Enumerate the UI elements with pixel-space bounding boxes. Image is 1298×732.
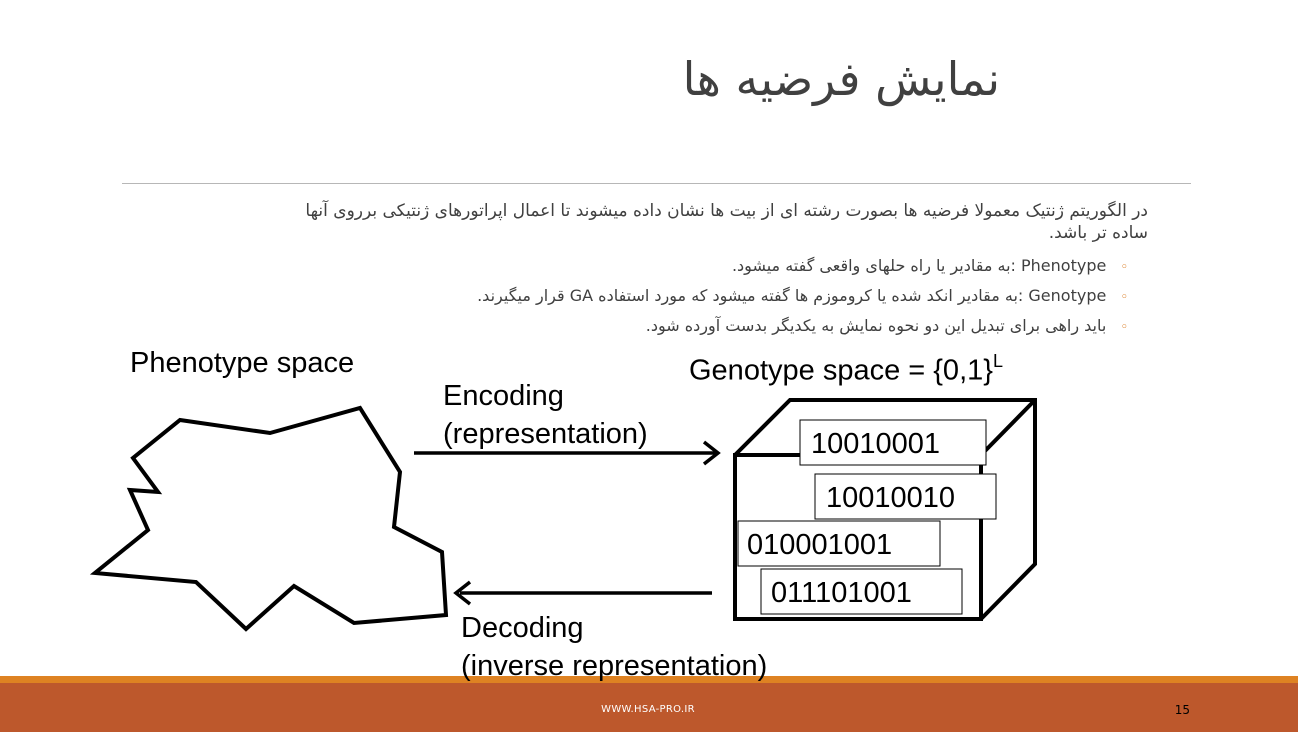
bullet-text: باید راهی برای تبدیل این دو نحوه نمایش به یکدیگر بدست آورده شود.: [645, 316, 1107, 335]
bullet-text: :به مقادیر یا راه حلهای واقعی گفته میشود.: [731, 256, 1016, 275]
genotype-space-exponent: L: [992, 351, 1003, 371]
decoding-arrow: [456, 582, 712, 604]
encoding-label: Encoding: [443, 380, 564, 412]
bullet-text: :به مقادیر انکد شده یا کروموزم ها گفته میشود که مورد استفاده GA قرار میگیرند.: [477, 286, 1024, 305]
bitstring-text: 011101001: [771, 577, 912, 609]
bullet-term: Phenotype: [1021, 256, 1107, 275]
genotype-space-label: [689, 344, 1003, 390]
bullet-marker-icon: ◦: [1120, 290, 1128, 305]
genotype-space-text: Genotype space = {0,1}: [689, 354, 993, 387]
encoding-sublabel: (representation): [443, 418, 648, 450]
decoding-label: Decoding: [461, 612, 584, 644]
page-number: 15: [1174, 703, 1190, 717]
decoding-sublabel: (inverse representation): [461, 650, 768, 682]
phenotype-space-label: Phenotype space: [130, 347, 355, 379]
bitstring-text: 10010010: [826, 482, 956, 514]
bitstring-text: 10010001: [811, 428, 941, 460]
bitstring-text: 010001001: [747, 529, 893, 561]
bullet-marker-icon: ◦: [1120, 320, 1128, 335]
slide-title: نمایش فرضیه ها: [682, 52, 1000, 106]
intro-paragraph: در الگوریتم ژنتیک معمولا فرضیه ها بصورت رشته ای از بیت ها نشان داده میشوند تا اعمال اپراتورهای ژنتیکی برروی آنها ساده تر باشد.: [305, 201, 1148, 243]
bullet-marker-icon: ◦: [1120, 260, 1128, 275]
footer-url: WWW.HSA-PRO.IR: [601, 704, 695, 715]
phenotype-space-shape: [95, 408, 446, 629]
bullet-term: Genotype: [1028, 286, 1107, 305]
